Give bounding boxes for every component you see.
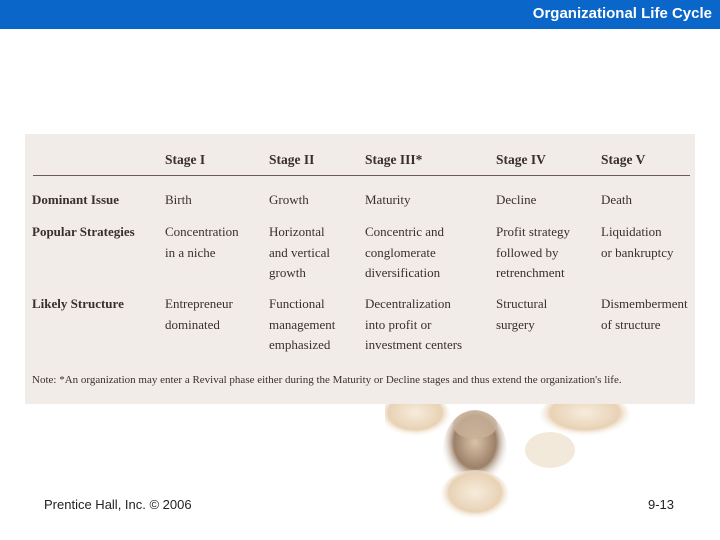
table-cell: Decline xyxy=(496,192,537,207)
table-cell: Decentralization into profit or investment centers xyxy=(365,296,463,352)
row-label: Likely Structure xyxy=(32,296,124,311)
table-cell: Structural surgery xyxy=(496,296,548,332)
slide-number: 9-13 xyxy=(648,497,675,512)
table-cell: Profit strategy followed by retrenchment xyxy=(496,224,571,280)
table-cell: Birth xyxy=(165,192,192,207)
row-label: Popular Strategies xyxy=(32,224,135,239)
title-bar xyxy=(0,0,720,29)
row-label: Dominant Issue xyxy=(32,192,120,207)
column-header: Stage IV xyxy=(496,152,546,167)
table-cell: Growth xyxy=(269,192,309,207)
table-cell: Liquidation or bankruptcy xyxy=(601,224,674,260)
table-cell: Entrepreneur dominated xyxy=(165,296,233,332)
chess-pieces-image xyxy=(385,395,640,520)
column-header: Stage V xyxy=(601,152,646,167)
table-cell: Functional management emphasized xyxy=(269,296,336,352)
table-note: Note: *An organization may enter a Revival phase either during the Maturity or Decline stages and thus extend the organization's life. xyxy=(32,374,622,386)
slide-title: Organizational Life Cycle xyxy=(532,5,712,22)
table-cell: Horizontal and vertical growth xyxy=(269,224,330,280)
table-cell: Death xyxy=(601,192,633,207)
table-cell: Concentric and conglomerate diversification xyxy=(365,224,445,280)
table-cell: Concentration in a niche xyxy=(165,224,239,260)
column-header: Stage III* xyxy=(365,152,423,167)
table-cell: Maturity xyxy=(365,192,411,207)
table-cell: Dismemberment of structure xyxy=(601,296,688,332)
column-header: Stage I xyxy=(165,152,206,167)
header-divider xyxy=(33,175,690,176)
column-header: Stage II xyxy=(269,152,315,167)
life-cycle-table xyxy=(25,134,695,404)
footer-copyright: Prentice Hall, Inc. © 2006 xyxy=(44,497,192,512)
